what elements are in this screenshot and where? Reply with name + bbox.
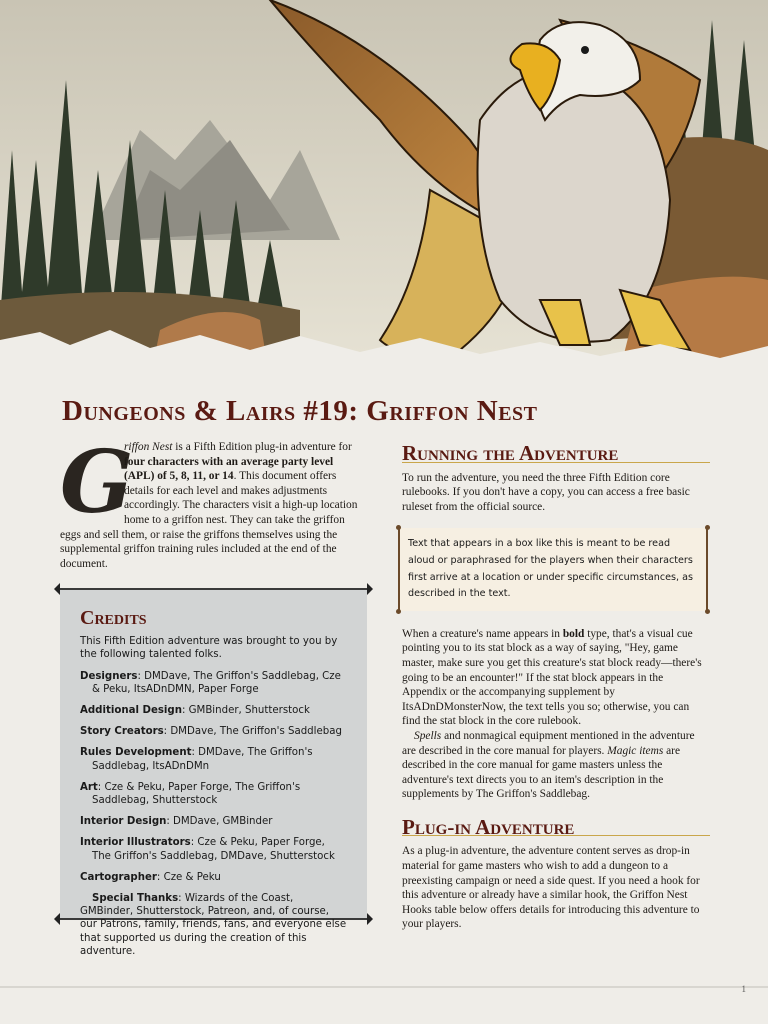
plugin-heading: Plug-in Adventure xyxy=(402,820,710,837)
plugin-paragraph: As a plug-in adventure, the adventure content serves as drop-in material for game masters who wish to add a dungeon to a preexisting campaign or need a side quest. If you need a hook for this adventure or already have a similar hook, the Griffon Nest Hooks table below offers details for introducing this adventure to your players. xyxy=(402,845,700,931)
credits-heading: Credits xyxy=(80,607,147,629)
credit-line: Art: Cze & Peku, Paper Forge, The Griffon's Saddlebag, Shutterstock xyxy=(80,781,301,807)
credits-box xyxy=(60,588,367,957)
running-paragraph-2: When a creature's name appears in bold type, that's a visual cue pointing you to its stat block as a way of saying, "Hey, game master, make sure you get this creature's stat block ready—there's going to be an encounter!" If the stat block appears in the Appendix or the accompanying supplement by ItsADnDMonsterNow, the text tells you so; otherwise, you can find the stat block in the core rulebook. xyxy=(402,627,702,728)
running-heading: Running the Adventure xyxy=(402,446,710,463)
read-aloud-text: Text that appears in a box like this is meant to be read aloud or paraphrased for the players when their characters first arrive at a location or under specific circumstances, as described in the text. xyxy=(408,538,693,600)
box-ornament xyxy=(705,525,710,530)
credit-line: Interior Design: DMDave, GMBinder xyxy=(80,816,273,828)
credit-line: Designers: DMDave, The Griffon's Saddlebag, Cze & Peku, ItsADnDMN, Paper Forge xyxy=(80,670,341,695)
credit-line: Rules Development: DMDave, The Griffon's Saddlebag, ItsADnDMn xyxy=(80,747,313,772)
right-column xyxy=(402,441,710,932)
box-ornament xyxy=(396,609,401,614)
corner-ornament xyxy=(54,583,60,595)
intro-bold: four characters with an average party level (APL) of 5, 8, 11, or 14 xyxy=(124,455,334,483)
corner-ornament xyxy=(367,913,373,925)
credit-line: Additional Design: GMBinder, Shutterstock xyxy=(80,705,310,717)
drop-cap: G xyxy=(60,432,134,533)
credit-line: Cartographer: Cze & Peku xyxy=(80,871,221,883)
page-title: Dungeons & Lairs #19: Griffon Nest xyxy=(62,395,538,427)
adventure-name: riffon Nest xyxy=(124,441,173,453)
intro-text-b: . This document offers details for each level and makes adjustments accordingly. The characters visit a high-up location home to a griffon nest. They can take the griffon eggs and sell them, or raise the griffons themselves using the supplemental griffon training rules included at the end of the document. xyxy=(60,470,358,570)
credits-intro: This Fifth Edition adventure was brought to you by the following talented folks. xyxy=(80,636,338,661)
intro-paragraph xyxy=(60,432,365,571)
box-ornament xyxy=(396,525,401,530)
intro-text-a: is a Fifth Edition plug-in adventure for xyxy=(172,441,352,453)
credit-line: Interior Illustrators: Cze & Peku, Paper Forge, The Griffon's Saddlebag, DMDave, Shutterstock xyxy=(80,837,335,862)
credits-list xyxy=(80,670,347,884)
special-thanks: Special Thanks: Wizards of the Coast, GMBinder, Shutterstock, Patreon, and, of course, our Patrons, family, friends, fans, and everyone else that supported us during the creation of this adventure. xyxy=(80,893,347,957)
corner-ornament xyxy=(54,913,60,925)
intro-column xyxy=(60,432,365,571)
running-paragraph-1: To run the adventure, you need the three Fifth Edition core rulebooks. If you don't have a copy, you can access a free basic ruleset from the official source. xyxy=(402,471,690,513)
read-aloud-box xyxy=(398,528,708,610)
box-ornament xyxy=(705,609,710,614)
page-number: 1 xyxy=(741,984,746,994)
running-paragraph-3: Spells and nonmagical equipment mentioned in the adventure are described in the core manual for players. Magic items are described in the core manual for game masters unless the adventure's text directs you to an item's description in the supplements by The Griffon's Saddlebag. xyxy=(402,729,695,801)
corner-ornament xyxy=(367,583,373,595)
credit-line: Story Creators: DMDave, The Griffon's Saddlebag xyxy=(80,726,342,738)
footer-divider xyxy=(0,986,768,988)
